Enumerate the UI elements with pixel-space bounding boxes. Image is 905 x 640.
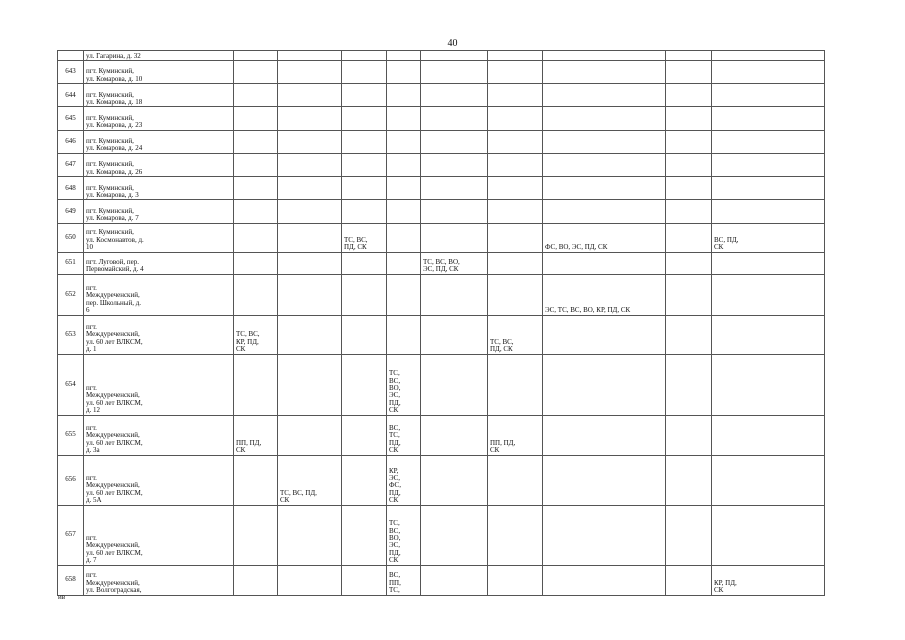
- work-type-cell: [421, 223, 488, 252]
- work-type-cell: ТС, ВС, ВО, ЭС, ПД, СК: [421, 252, 488, 274]
- work-type-cell: [488, 455, 543, 505]
- work-type-cell: [666, 51, 712, 61]
- work-type-cell: [342, 84, 387, 107]
- work-type-cell: [666, 415, 712, 455]
- work-type-cell: [712, 130, 825, 153]
- work-type-cell: [488, 61, 543, 84]
- table-row: [58, 252, 825, 274]
- work-type-cell: [234, 153, 278, 176]
- work-type-cell: [421, 84, 488, 107]
- work-type-cell: [342, 274, 387, 315]
- row-number-cell: 653: [58, 315, 84, 354]
- work-type-cell: [488, 565, 543, 595]
- address-cell: пгт. Куминский, ул. Комарова, д. 24: [84, 130, 234, 153]
- work-type-cell: ВС, ПП, ТС,: [387, 565, 421, 595]
- work-type-cell: [543, 177, 666, 200]
- work-type-cell: [666, 565, 712, 595]
- work-type-cell: [543, 130, 666, 153]
- work-type-cell: [278, 223, 342, 252]
- row-number-cell: 649: [58, 200, 84, 223]
- address-cell: пгт. Куминский, ул. Комарова, д. 26: [84, 153, 234, 176]
- work-type-cell: [712, 455, 825, 505]
- table-row: [58, 505, 825, 565]
- work-type-cell: [234, 177, 278, 200]
- address-cell: пгт. Междуреченский, ул. 60 лет ВЛКСМ, д. 1: [84, 315, 234, 354]
- address-cell: пгт. Междуреченский, ул. 60 лет ВЛКСМ, д. 7: [84, 505, 234, 565]
- work-type-cell: ПП, ПД, СК: [234, 415, 278, 455]
- table-row: [58, 565, 825, 595]
- work-type-cell: [342, 505, 387, 565]
- table-row: [58, 223, 825, 252]
- work-type-cell: [234, 223, 278, 252]
- work-type-cell: [342, 455, 387, 505]
- work-type-cell: [666, 177, 712, 200]
- row-number-cell: 657: [58, 505, 84, 565]
- work-type-cell: [278, 153, 342, 176]
- work-type-cell: [421, 415, 488, 455]
- row-number-cell: 644: [58, 84, 84, 107]
- table-row: [58, 130, 825, 153]
- work-type-cell: [488, 274, 543, 315]
- work-type-cell: [712, 505, 825, 565]
- address-cell: пгт. Междуреченский, ул. 60 лет ВЛКСМ, д. 5А: [84, 455, 234, 505]
- work-type-cell: [342, 130, 387, 153]
- work-type-cell: [421, 130, 488, 153]
- work-type-cell: [666, 455, 712, 505]
- row-number-cell: 645: [58, 107, 84, 130]
- work-type-cell: [543, 200, 666, 223]
- table-body: [58, 51, 825, 596]
- work-type-cell: [488, 177, 543, 200]
- work-type-cell: [421, 565, 488, 595]
- address-cell: пгт. Междуреченский, пер. Школьный, д. 6: [84, 274, 234, 315]
- work-type-cell: [278, 51, 342, 61]
- table-row: [58, 84, 825, 107]
- work-type-cell: [712, 274, 825, 315]
- work-type-cell: [278, 61, 342, 84]
- work-type-cell: КР, ЭС, ФС, ПД, СК: [387, 455, 421, 505]
- table-row: [58, 61, 825, 84]
- work-type-cell: [712, 177, 825, 200]
- row-number-cell: 655: [58, 415, 84, 455]
- work-type-cell: [387, 177, 421, 200]
- work-type-cell: [342, 354, 387, 415]
- work-type-cell: [421, 274, 488, 315]
- work-type-cell: [278, 177, 342, 200]
- work-type-cell: [666, 505, 712, 565]
- work-type-cell: [234, 354, 278, 415]
- work-type-cell: [666, 130, 712, 153]
- work-type-cell: [278, 130, 342, 153]
- work-type-cell: [387, 153, 421, 176]
- work-type-cell: [421, 153, 488, 176]
- row-number-cell: 646: [58, 130, 84, 153]
- footer-mark: ив: [58, 593, 66, 601]
- work-type-cell: [342, 177, 387, 200]
- work-type-cell: [712, 415, 825, 455]
- work-type-cell: [234, 455, 278, 505]
- work-type-cell: [234, 505, 278, 565]
- work-type-cell: [712, 252, 825, 274]
- work-type-cell: [387, 200, 421, 223]
- address-cell: пгт. Куминский, ул. Космонавтов, д. 10: [84, 223, 234, 252]
- work-type-cell: [342, 153, 387, 176]
- address-cell: пгт. Куминский, ул. Комарова, д. 7: [84, 200, 234, 223]
- work-type-cell: [234, 274, 278, 315]
- work-type-cell: ЭС, ТС, ВС, ВО, КР, ПД, СК: [543, 274, 666, 315]
- work-type-cell: ВС, ПД, СК: [712, 223, 825, 252]
- row-number-cell: 654: [58, 354, 84, 415]
- work-type-cell: [342, 51, 387, 61]
- work-type-cell: [488, 84, 543, 107]
- work-type-cell: [666, 274, 712, 315]
- work-type-cell: [387, 274, 421, 315]
- work-type-cell: [421, 455, 488, 505]
- work-type-cell: [543, 505, 666, 565]
- work-type-cell: [666, 153, 712, 176]
- work-type-cell: [543, 153, 666, 176]
- work-type-cell: [421, 315, 488, 354]
- work-type-cell: [543, 565, 666, 595]
- row-number-cell: 651: [58, 252, 84, 274]
- work-type-cell: [234, 107, 278, 130]
- work-type-cell: ПП, ПД, СК: [488, 415, 543, 455]
- work-type-cell: [712, 153, 825, 176]
- work-type-cell: [421, 354, 488, 415]
- work-type-cell: [543, 455, 666, 505]
- work-type-cell: [387, 252, 421, 274]
- row-number-cell: 648: [58, 177, 84, 200]
- page-number: 40: [447, 38, 458, 49]
- work-type-cell: [666, 84, 712, 107]
- address-cell: ул. Гагарина, д. 32: [84, 51, 234, 61]
- work-type-cell: [488, 252, 543, 274]
- work-type-cell: [712, 315, 825, 354]
- work-type-cell: [387, 61, 421, 84]
- work-type-cell: [712, 84, 825, 107]
- work-type-cell: [278, 252, 342, 274]
- work-type-cell: [278, 505, 342, 565]
- work-type-cell: [234, 84, 278, 107]
- address-cell: пгт. Междуреченский, ул. 60 лет ВЛКСМ, д. 12: [84, 354, 234, 415]
- work-type-cell: КР, ПД, СК: [712, 565, 825, 595]
- work-type-cell: [234, 61, 278, 84]
- work-type-cell: ТС, ВС, ВО, ЭС, ПД, СК: [387, 505, 421, 565]
- work-type-cell: [488, 505, 543, 565]
- work-type-cell: [488, 51, 543, 61]
- work-type-cell: ТС, ВС, ПД, СК: [278, 455, 342, 505]
- work-type-cell: [387, 107, 421, 130]
- work-type-cell: [234, 565, 278, 595]
- work-type-cell: [488, 153, 543, 176]
- work-type-cell: [488, 200, 543, 223]
- work-type-cell: [234, 252, 278, 274]
- work-type-cell: [421, 200, 488, 223]
- row-number-cell: 652: [58, 274, 84, 315]
- address-cell: пгт. Куминский, ул. Комарова, д. 18: [84, 84, 234, 107]
- address-cell: пгт. Междуреченский, ул. Волгоградская,: [84, 565, 234, 595]
- work-type-cell: ТС, ВС, КР, ПД, СК: [234, 315, 278, 354]
- address-cell: пгт. Куминский, ул. Комарова, д. 3: [84, 177, 234, 200]
- row-number-cell: 658: [58, 565, 84, 595]
- row-number-cell: 656: [58, 455, 84, 505]
- row-number-cell: 643: [58, 61, 84, 84]
- work-type-cell: [234, 200, 278, 223]
- work-type-cell: [278, 415, 342, 455]
- address-cell: пгт. Куминский, ул. Комарова, д. 10: [84, 61, 234, 84]
- work-type-cell: [342, 252, 387, 274]
- work-type-cell: [666, 107, 712, 130]
- work-type-cell: [543, 107, 666, 130]
- address-cell: пгт. Куминский, ул. Комарова, д. 23: [84, 107, 234, 130]
- work-type-cell: [278, 107, 342, 130]
- work-type-cell: [712, 200, 825, 223]
- work-type-cell: [543, 61, 666, 84]
- work-type-cell: [488, 130, 543, 153]
- row-number-cell: [58, 51, 84, 61]
- register-table: [57, 50, 825, 596]
- work-type-cell: [543, 415, 666, 455]
- work-type-cell: [712, 51, 825, 61]
- work-type-cell: [342, 315, 387, 354]
- work-type-cell: [666, 252, 712, 274]
- work-type-cell: [421, 177, 488, 200]
- work-type-cell: [342, 61, 387, 84]
- table-row: [58, 455, 825, 505]
- work-type-cell: [666, 354, 712, 415]
- work-type-cell: [278, 200, 342, 223]
- work-type-cell: [488, 354, 543, 415]
- work-type-cell: [712, 107, 825, 130]
- table-row: [58, 315, 825, 354]
- table-row: [58, 153, 825, 176]
- work-type-cell: [488, 223, 543, 252]
- work-type-cell: [342, 415, 387, 455]
- work-type-cell: [278, 315, 342, 354]
- work-type-cell: [278, 84, 342, 107]
- row-number-cell: 650: [58, 223, 84, 252]
- work-type-cell: [543, 252, 666, 274]
- work-type-cell: [543, 315, 666, 354]
- work-type-cell: [342, 107, 387, 130]
- work-type-cell: [387, 315, 421, 354]
- work-type-cell: [543, 51, 666, 61]
- work-type-cell: [278, 274, 342, 315]
- table-row: [58, 274, 825, 315]
- table-row: [58, 51, 825, 61]
- work-type-cell: ВС, ТС, ПД, СК: [387, 415, 421, 455]
- work-type-cell: [278, 565, 342, 595]
- table-row: [58, 415, 825, 455]
- row-number-cell: 647: [58, 153, 84, 176]
- work-type-cell: [234, 130, 278, 153]
- work-type-cell: [421, 51, 488, 61]
- work-type-cell: ТС, ВС, ПД, СК: [342, 223, 387, 252]
- work-type-cell: ТС, ВС, ВО, ЭС, ПД, СК: [387, 354, 421, 415]
- work-type-cell: [421, 107, 488, 130]
- table-row: [58, 107, 825, 130]
- work-type-cell: [488, 107, 543, 130]
- work-type-cell: [666, 200, 712, 223]
- work-type-cell: [543, 354, 666, 415]
- work-type-cell: [543, 84, 666, 107]
- work-type-cell: [278, 354, 342, 415]
- work-type-cell: [387, 84, 421, 107]
- table-row: [58, 177, 825, 200]
- work-type-cell: [666, 223, 712, 252]
- work-type-cell: [421, 505, 488, 565]
- work-type-cell: [387, 223, 421, 252]
- work-type-cell: [712, 61, 825, 84]
- address-cell: пгт. Луговой, пер. Первомайский, д. 4: [84, 252, 234, 274]
- work-type-cell: [342, 565, 387, 595]
- work-type-cell: [421, 61, 488, 84]
- work-type-cell: [387, 130, 421, 153]
- work-type-cell: [234, 51, 278, 61]
- table-row: [58, 354, 825, 415]
- work-type-cell: [666, 315, 712, 354]
- address-cell: пгт. Междуреченский, ул. 60 лет ВЛКСМ, д. 3а: [84, 415, 234, 455]
- work-type-cell: [342, 200, 387, 223]
- work-type-cell: [666, 61, 712, 84]
- work-type-cell: [387, 51, 421, 61]
- work-type-cell: ФС, ВО, ЭС, ПД, СК: [543, 223, 666, 252]
- table-row: [58, 200, 825, 223]
- work-type-cell: [712, 354, 825, 415]
- work-type-cell: ТС, ВС, ПД, СК: [488, 315, 543, 354]
